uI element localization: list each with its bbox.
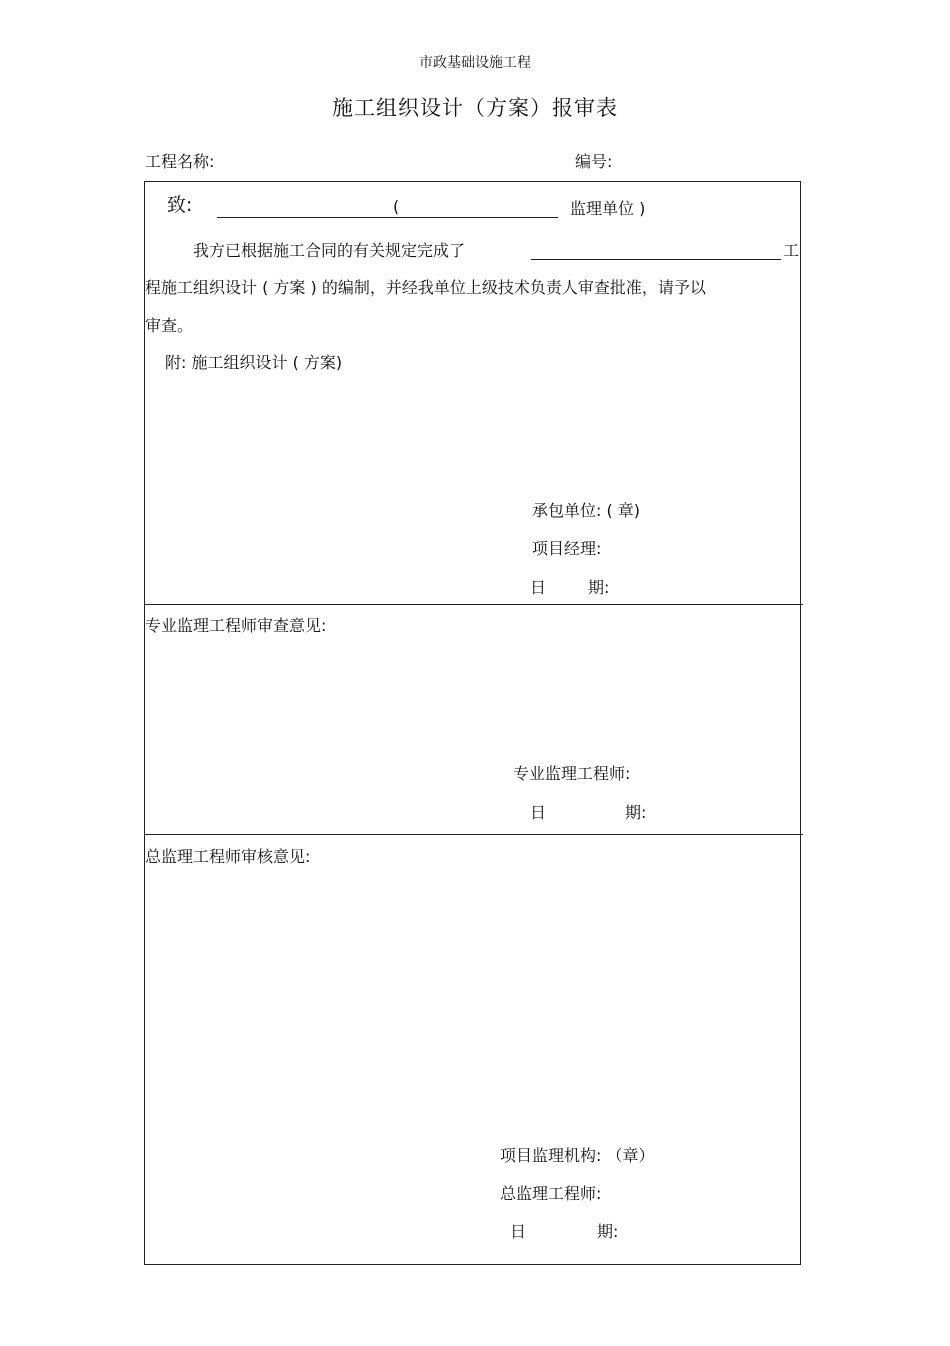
date-label-day: 日 [530, 803, 547, 822]
form-title: 施工组织设计（方案）报审表 [332, 96, 618, 120]
supervisor-unit-label: 监理单位 ) [570, 199, 646, 218]
project-blank-line[interactable] [531, 259, 781, 260]
project-manager-label: 项目经理: [532, 539, 602, 558]
chief-engineer-label: 总监理工程师: [500, 1184, 602, 1203]
section-divider-2 [144, 834, 803, 835]
date-label-period: 期: [588, 578, 610, 597]
body-line-1: 我方已根据施工合同的有关规定完成了 [193, 241, 466, 260]
engineer-signature-label: 专业监理工程师: [513, 764, 631, 783]
date-label-period: 期: [625, 803, 647, 822]
body-line-2: 程施工组织设计 ( 方案 ) 的编制，并经我单位上级技术负责人审查批准，请予以 [145, 278, 706, 297]
date-label-day: 日 [530, 578, 547, 597]
section-heading-review: 专业监理工程师审查意见: [145, 616, 327, 635]
section-heading-approval: 总监理工程师审核意见: [145, 847, 311, 866]
date-label-day: 日 [510, 1222, 527, 1241]
form-table [144, 181, 801, 1265]
body-line-1-end: 工 [783, 241, 800, 260]
number-label: 编号: [575, 152, 613, 171]
paren-open: ( [393, 197, 400, 216]
project-name-label: 工程名称: [145, 152, 215, 171]
page-header: 市政基础设施工程 [419, 55, 531, 71]
attachment-label: 附: 施工组织设计 ( 方案) [165, 353, 343, 372]
to-label: 致: [167, 194, 193, 216]
section-divider-1 [144, 604, 803, 605]
agency-label: 项目监理机构: （章） [500, 1146, 655, 1165]
contractor-label: 承包单位: ( 章) [532, 501, 641, 520]
body-line-3: 审查。 [145, 316, 194, 335]
date-label-period: 期: [597, 1222, 619, 1241]
supervisor-name-line[interactable] [217, 217, 558, 218]
